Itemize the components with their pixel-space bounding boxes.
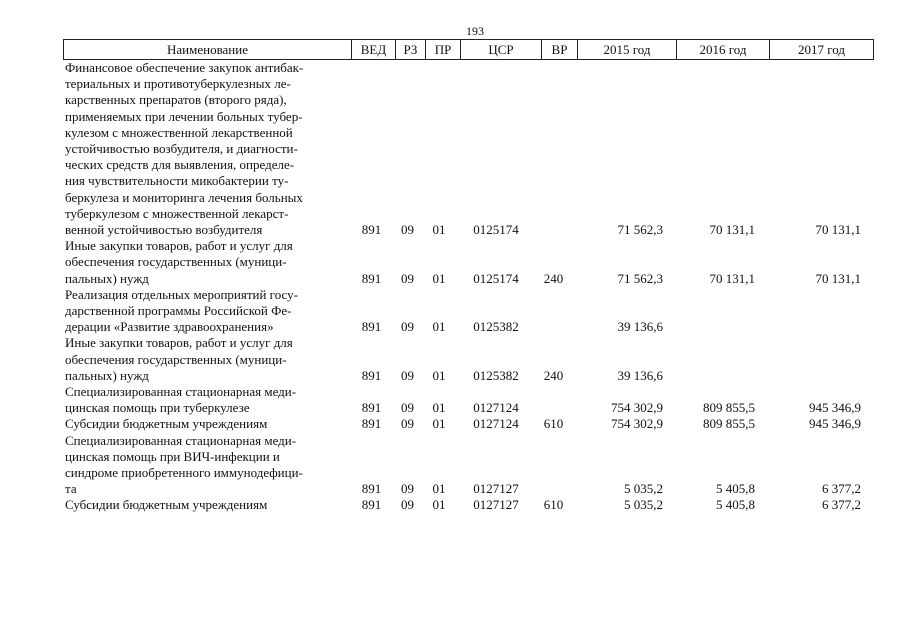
cell-ved: 891 [361, 222, 382, 238]
cell-2015: 5 035,2 [624, 481, 663, 497]
row-name-line: Специализированная стационарная меди- [65, 384, 297, 400]
row-name-line: дерации «Развитие здравоохранения» [65, 319, 274, 335]
page-number: 193 [466, 24, 484, 38]
cell-rz: 09 [401, 367, 414, 383]
cell-2015: 754 302,9 [611, 400, 663, 416]
cell-pr: 01 [432, 400, 446, 416]
header-2016: 2016 год [676, 40, 769, 59]
cell-ved: 891 [361, 367, 382, 383]
cell-2015: 5 035,2 [624, 497, 663, 513]
row-name-line: обеспечения государственных (муници- [65, 254, 287, 270]
cell-csr: 0125174 [473, 270, 519, 286]
cell-2015: 39 136,6 [617, 367, 663, 383]
table-row [63, 384, 866, 416]
row-name [63, 416, 350, 432]
header-rz: РЗ [395, 40, 425, 59]
row-name-line: пальных) нужд [65, 367, 149, 383]
row-name-line: применяемых при лечении больных тубер- [65, 108, 303, 124]
row-name [63, 433, 350, 498]
row-name-line: ния чувствительности микобактерии ту- [65, 173, 289, 189]
cell-2017: 6 377,2 [822, 497, 861, 513]
cell-pr: 01 [432, 367, 446, 383]
cell-2017: 945 346,9 [809, 400, 861, 416]
row-name-line: обеспечения государственных (муници- [65, 351, 287, 367]
header-pr: ПР [425, 40, 460, 59]
header-2017: 2017 год [769, 40, 874, 59]
row-name [63, 335, 350, 384]
cell-2017: 70 131,1 [815, 222, 861, 238]
row-name-line: карственных препаратов (второго ряда), [65, 92, 287, 108]
row-name-line: синдроме приобретенного иммунодефици- [65, 465, 303, 481]
row-name-line: Иные закупки товаров, работ и услуг для [65, 238, 293, 254]
row-name-line: цинская помощь при ВИЧ-инфекции и [65, 448, 280, 464]
cell-2017: 945 346,9 [809, 416, 861, 432]
cell-ved: 891 [361, 481, 382, 497]
cell-rz: 09 [401, 416, 414, 432]
cell-pr: 01 [432, 270, 446, 286]
header-2015: 2015 год [577, 40, 676, 59]
cell-2017: 70 131,1 [815, 270, 861, 286]
table-header [63, 39, 874, 60]
cell-2017: 6 377,2 [822, 481, 861, 497]
header-vr: ВР [541, 40, 577, 59]
row-name-line: туберкулезом с множественной лекарст- [65, 205, 289, 221]
row-name-line: дарственной программы Российской Фе- [65, 303, 292, 319]
row-name-line: венной устойчивостью возбудителя [65, 222, 263, 238]
cell-csr: 0127124 [473, 400, 519, 416]
table-row [63, 416, 866, 432]
header-name: Наименование [63, 40, 351, 59]
cell-ved: 891 [361, 416, 382, 432]
table-row [63, 433, 866, 498]
table-body [63, 60, 866, 514]
row-name-line: пальных) нужд [65, 270, 149, 286]
cell-vr: 610 [543, 497, 564, 513]
row-name [63, 287, 350, 336]
cell-csr: 0127127 [473, 481, 519, 497]
row-name-line: Реализация отдельных мероприятий госу- [65, 286, 298, 302]
row-name-line: териальных и противотуберкулезных ле- [65, 76, 291, 92]
cell-csr: 0125174 [473, 222, 519, 238]
row-name-line: Специализированная стационарная меди- [65, 432, 297, 448]
table-row [63, 238, 866, 287]
cell-2015: 71 562,3 [617, 222, 663, 238]
row-name-line: устойчивостью возбудителя, и диагности- [65, 141, 298, 157]
table-row [63, 60, 866, 238]
cell-vr: 240 [543, 367, 564, 383]
cell-pr: 01 [432, 319, 446, 335]
cell-pr: 01 [432, 481, 446, 497]
header-ved: ВЕД [351, 40, 395, 59]
cell-csr: 0125382 [473, 367, 519, 383]
cell-2016: 70 131,1 [709, 222, 755, 238]
row-name-line: Финансовое обеспечение закупок антибак- [65, 60, 304, 75]
cell-vr: 610 [543, 416, 564, 432]
cell-csr: 0127124 [473, 416, 519, 432]
table-row [63, 497, 866, 513]
row-name [63, 60, 350, 238]
row-name-line: цинская помощь при туберкулезе [65, 400, 250, 416]
row-name-line: Иные закупки товаров, работ и услуг для [65, 335, 293, 351]
cell-2015: 71 562,3 [617, 270, 663, 286]
row-name [63, 384, 350, 416]
cell-2016: 809 855,5 [703, 416, 755, 432]
cell-ved: 891 [361, 497, 382, 513]
row-name-line: ческих средств для выявления, определе- [65, 157, 295, 173]
cell-csr: 0125382 [473, 319, 519, 335]
row-name-line: беркулеза и мониторинга лечения больных [65, 189, 303, 205]
cell-ved: 891 [361, 319, 382, 335]
table-row [63, 335, 866, 384]
cell-rz: 09 [401, 497, 414, 513]
cell-vr: 240 [543, 270, 564, 286]
row-name-line: Субсидии бюджетным учреждениям [65, 497, 268, 513]
row-name-line: кулезом с множественной лекарственной [65, 124, 293, 140]
cell-rz: 09 [401, 400, 414, 416]
cell-2015: 39 136,6 [617, 319, 663, 335]
row-name-line: Субсидии бюджетным учреждениям [65, 416, 268, 432]
row-name [63, 497, 350, 513]
cell-2016: 70 131,1 [709, 270, 755, 286]
cell-rz: 09 [401, 222, 414, 238]
cell-2016: 809 855,5 [703, 400, 755, 416]
cell-rz: 09 [401, 270, 414, 286]
row-name-line: та [65, 481, 77, 497]
cell-rz: 09 [401, 481, 414, 497]
cell-2016: 5 405,8 [716, 481, 755, 497]
cell-pr: 01 [432, 497, 446, 513]
table-row [63, 287, 866, 336]
cell-rz: 09 [401, 319, 414, 335]
cell-ved: 891 [361, 400, 382, 416]
cell-2016: 5 405,8 [716, 497, 755, 513]
cell-2015: 754 302,9 [611, 416, 663, 432]
row-name [63, 238, 350, 287]
cell-pr: 01 [432, 222, 446, 238]
cell-ved: 891 [361, 270, 382, 286]
header-csr: ЦСР [460, 40, 541, 59]
cell-pr: 01 [432, 416, 446, 432]
cell-csr: 0127127 [473, 497, 519, 513]
